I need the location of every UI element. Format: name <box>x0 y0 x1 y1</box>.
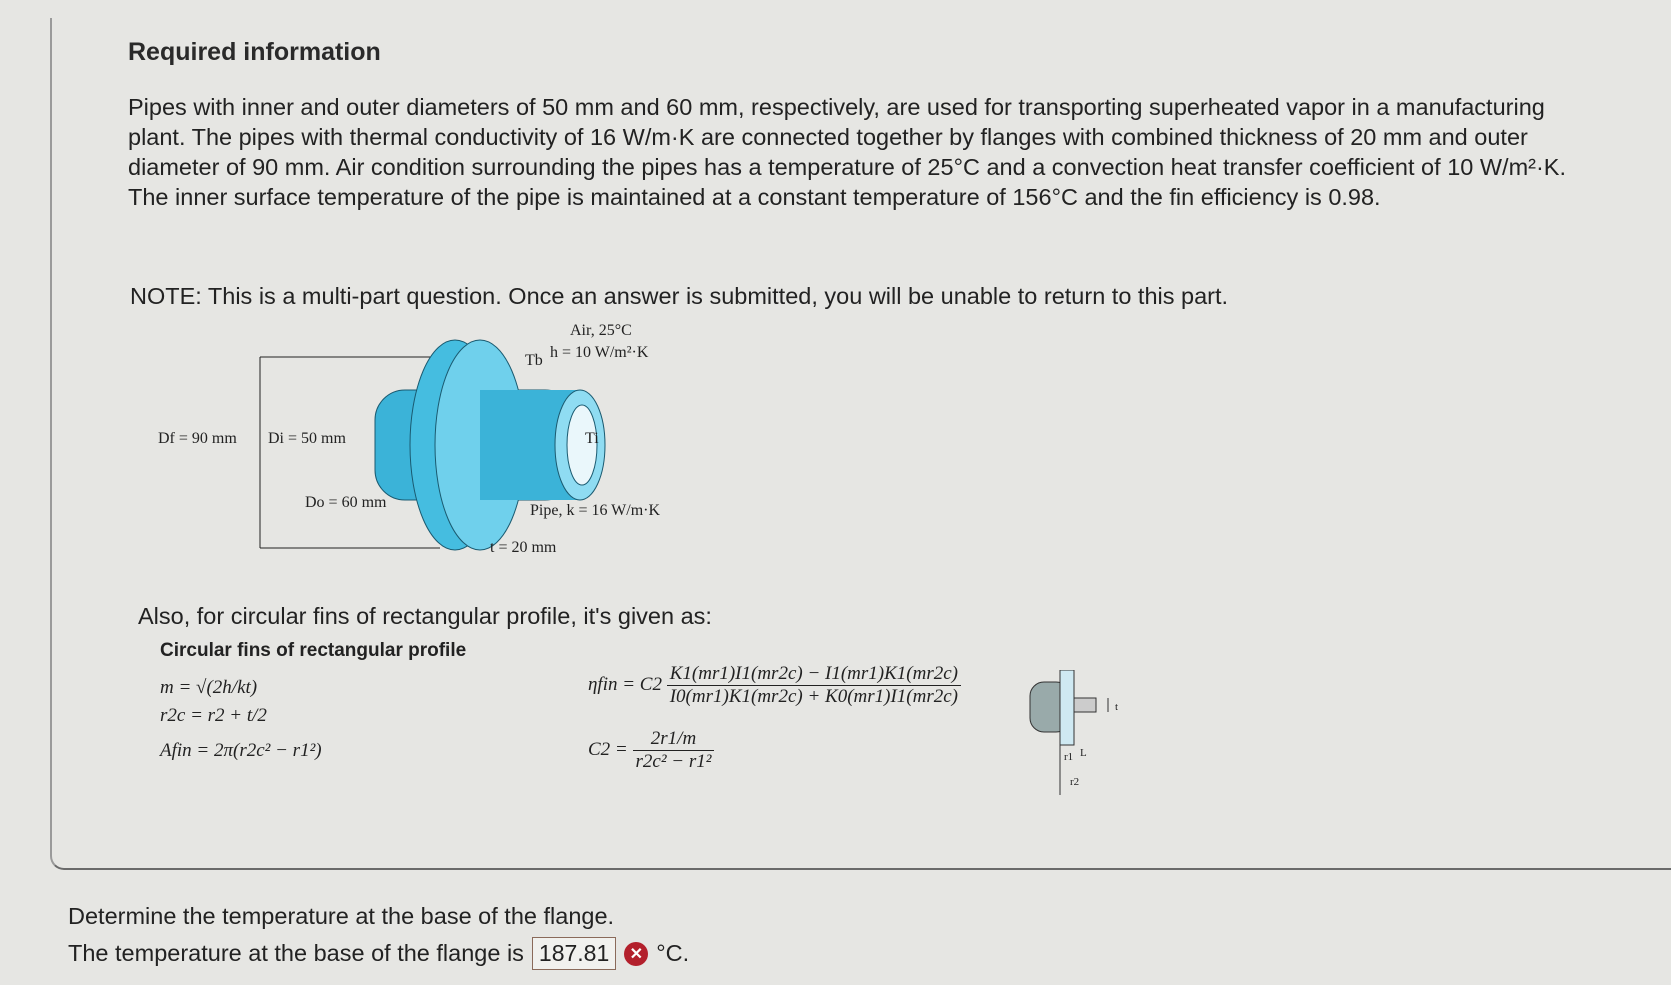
eta-numerator: K1(mr1)I1(mr2c) − I1(mr1)K1(mr2c) <box>667 663 961 686</box>
eq-eta <box>588 663 961 708</box>
multipart-note: NOTE: This is a multi-part question. Once an answer is submitted, you will be unable to return to this part. <box>130 283 1229 309</box>
c2-numerator: 2r1/m <box>633 728 715 751</box>
sketch-L: L <box>1080 747 1087 759</box>
pipe-label: Pipe, k = 16 W/m·K <box>530 502 661 519</box>
c2-denominator: r2c² − r1² <box>635 751 712 772</box>
tb-label: Tb <box>525 352 543 369</box>
eq-c2 <box>588 728 714 773</box>
t-label: t = 20 mm <box>490 539 557 556</box>
fins-heading: Circular fins of rectangular profile <box>160 640 467 661</box>
answer-unit: °C. <box>656 940 690 966</box>
fins-intro: Also, for circular fins of rectangular profile, it's given as: <box>138 603 712 629</box>
answer-row <box>68 937 689 970</box>
c2-lhs: C2 = <box>588 738 628 760</box>
eta-lhs: ηfin = C2 <box>588 673 662 695</box>
eta-denominator: I0(mr1)K1(mr2c) + K0(mr1)I1(mr2c) <box>669 686 958 707</box>
question-text: Determine the temperature at the base of the flange. <box>68 903 615 929</box>
fin-sketch <box>1020 670 1140 800</box>
h-label: h = 10 W/m²·K <box>550 344 649 361</box>
sketch-t: t <box>1115 701 1119 713</box>
incorrect-icon: ✕ <box>624 942 648 966</box>
eq-afin: Afin = 2π(r2c² − r1²) <box>160 740 322 761</box>
do-label: Do = 60 mm <box>305 494 387 511</box>
eq-m: m = √(2h/kt) <box>160 677 258 698</box>
answer-input[interactable]: 187.81 <box>532 937 616 970</box>
answer-prefix: The temperature at the base of the flange is <box>68 940 524 966</box>
sketch-r1: r1 <box>1064 751 1074 763</box>
di-label: Di = 50 mm <box>268 430 346 447</box>
flange-diagram <box>150 315 710 590</box>
section-title: Required information <box>128 38 381 66</box>
sketch-r2: r2 <box>1070 776 1080 788</box>
air-label: Air, 25°C <box>570 322 632 339</box>
df-label: Df = 90 mm <box>158 430 237 447</box>
eq-r2c: r2c = r2 + t/2 <box>160 705 267 726</box>
problem-statement: Pipes with inner and outer diameters of 50 mm and 60 mm, respectively, are used for transporting superheated vapor in a manufacturing plant. The pipes with thermal conductivity of 16 W/m·K are connected together by flanges with combined thickness of 20 mm and outer diameter of 90 mm. Air condition surrounding the pipes has a temperature of 25°C and a convection heat transfer coefficient of 10 W/m²·K. The inner surface temperature of the pipe is maintained at a constant temperature of 156°C and the fin efficiency is 0.98. <box>128 94 1566 210</box>
ti-label: Ti <box>585 430 599 447</box>
